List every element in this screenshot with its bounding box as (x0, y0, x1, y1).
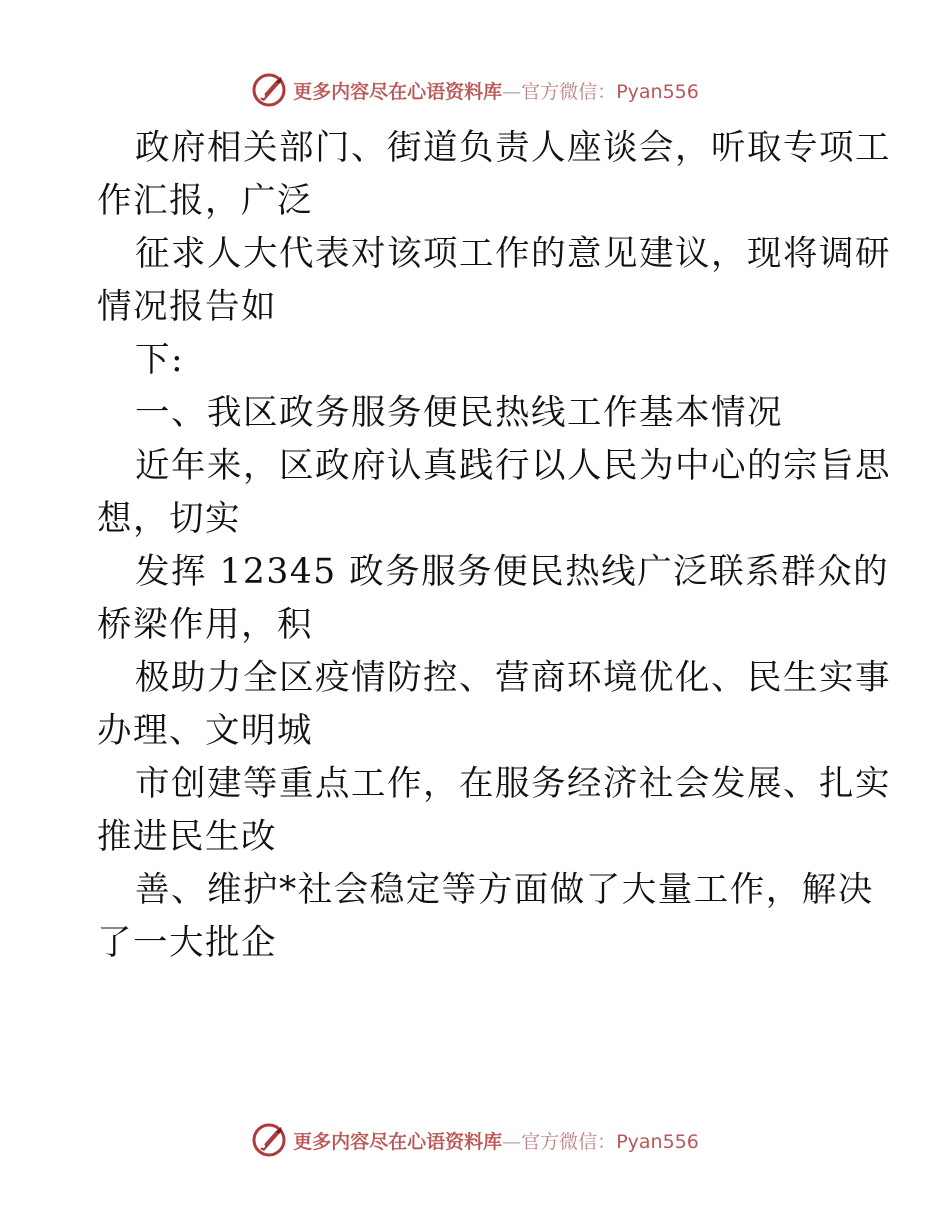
footer-wechat-id: Pyan556 (616, 1130, 699, 1153)
body-text-line: 政府相关部门、街道负责人座谈会，听取专项工 (135, 128, 891, 168)
footer-separator: — (502, 1130, 522, 1153)
body-text-line: 情况报告如 (97, 287, 277, 327)
body-text-line: 作汇报，广泛 (97, 181, 313, 221)
header-separator: — (502, 80, 522, 103)
body-text-line: 推进民生改 (97, 817, 277, 857)
body-text-line: 极助力全区疫情防控、营商环境优化、民生实事 (135, 658, 891, 698)
body-text-line: 想，切实 (97, 499, 241, 539)
quill-pen-logo-icon (251, 72, 287, 108)
header-banner-text (293, 77, 699, 104)
body-text-line: 下: (135, 340, 185, 380)
header-brand: 更多内容尽在心语资料库 (293, 80, 503, 103)
body-text-line: 征求人大代表对该项工作的意见建议，现将调研 (135, 234, 891, 274)
footer-banner-text (293, 1127, 699, 1154)
quill-pen-logo-icon (251, 1122, 287, 1158)
body-text-line: 发挥 12345 政务服务便民热线广泛联系群众的 (135, 552, 890, 592)
body-text-line: 了一大批企 (97, 923, 277, 963)
body-text-line: 一、我区政务服务便民热线工作基本情况 (135, 393, 783, 433)
header-wechat-id: Pyan556 (616, 80, 699, 103)
footer-brand: 更多内容尽在心语资料库 (293, 1130, 503, 1153)
body-text-line: 办理、文明城 (97, 711, 313, 751)
body-text-line: 市创建等重点工作，在服务经济社会发展、扎实 (135, 764, 891, 804)
header-contact-label: 官方微信： (521, 80, 617, 103)
document-body (97, 122, 891, 970)
footer-contact-label: 官方微信： (521, 1130, 617, 1153)
body-text-line: 桥梁作用，积 (97, 605, 313, 645)
body-text-line: 善、维护*社会稳定等方面做了大量工作，解决 (135, 870, 874, 910)
header-banner (0, 70, 950, 110)
footer-banner (0, 1120, 950, 1160)
body-text-line: 近年来，区政府认真践行以人民为中心的宗旨思 (135, 446, 891, 486)
